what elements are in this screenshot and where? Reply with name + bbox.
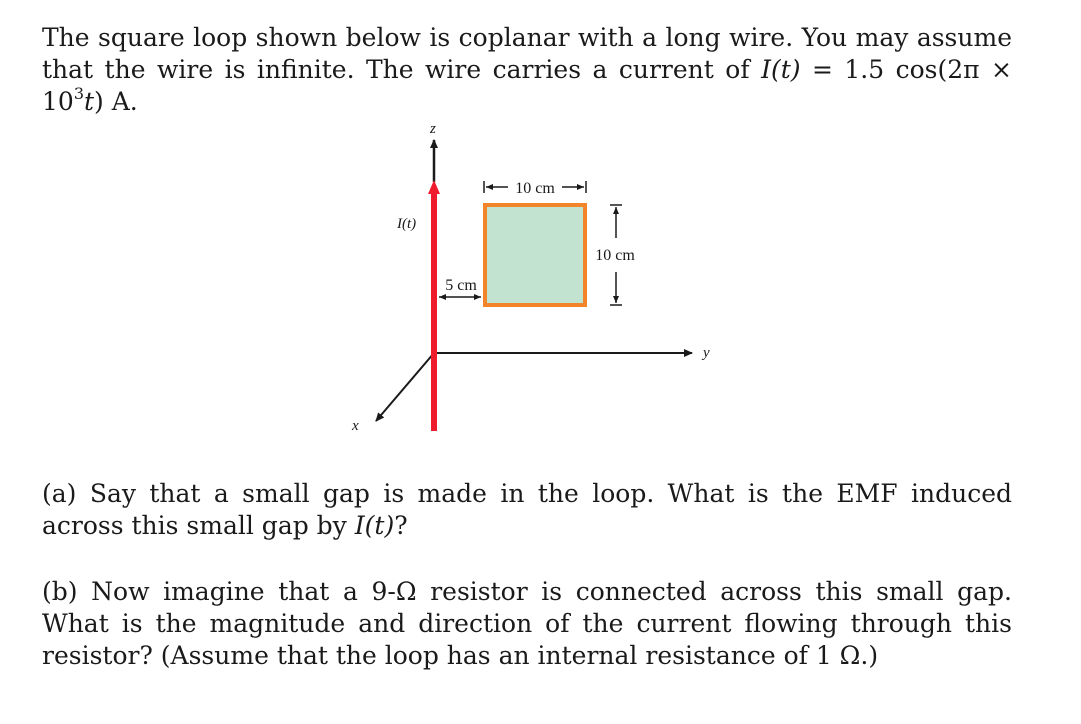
square-loop: [485, 205, 585, 305]
width-dimension-label: 10 cm: [515, 180, 555, 197]
question-a-text: (a) Say that a small gap is made in the loop. What is the EMF induced across this small gap by: [42, 479, 1012, 540]
y-axis-label: y: [703, 345, 710, 361]
current-wire: [431, 194, 437, 431]
equation-tail: ) A.: [94, 87, 138, 116]
question-a-tail: ?: [394, 511, 408, 540]
question-b-text: (b) Now imagine that a 9-Ω resistor is connected across this small gap. What is the magnitude and direction of the current flowing through this resistor? (Assume that the loop has an internal resistance of 1 Ω.): [42, 577, 1012, 670]
current-direction-arrow: [428, 180, 440, 194]
current-label: I(t): [397, 216, 417, 232]
height-dimension-label: 10 cm: [595, 247, 635, 264]
time-variable: t: [84, 87, 95, 116]
current-equation: = 1.5 cos(2π × 10: [42, 55, 1012, 116]
question-a-variable: I: [354, 511, 365, 540]
x-axis: [376, 353, 434, 421]
z-axis-label: z: [430, 121, 436, 137]
question-b: [42, 576, 1012, 672]
question-a: [42, 478, 1012, 542]
current-symbol: I: [761, 55, 771, 84]
x-axis-label: x: [352, 418, 359, 434]
intro-text: The square loop shown below is coplanar with a long wire. You may assume that the wire is infinite. The wire carries a current of: [42, 23, 1012, 84]
question-a-argument: (t): [364, 511, 395, 540]
gap-dimension-label: 5 cm: [445, 277, 477, 294]
current-argument: (t): [770, 55, 801, 84]
exponent: 3: [73, 83, 84, 103]
